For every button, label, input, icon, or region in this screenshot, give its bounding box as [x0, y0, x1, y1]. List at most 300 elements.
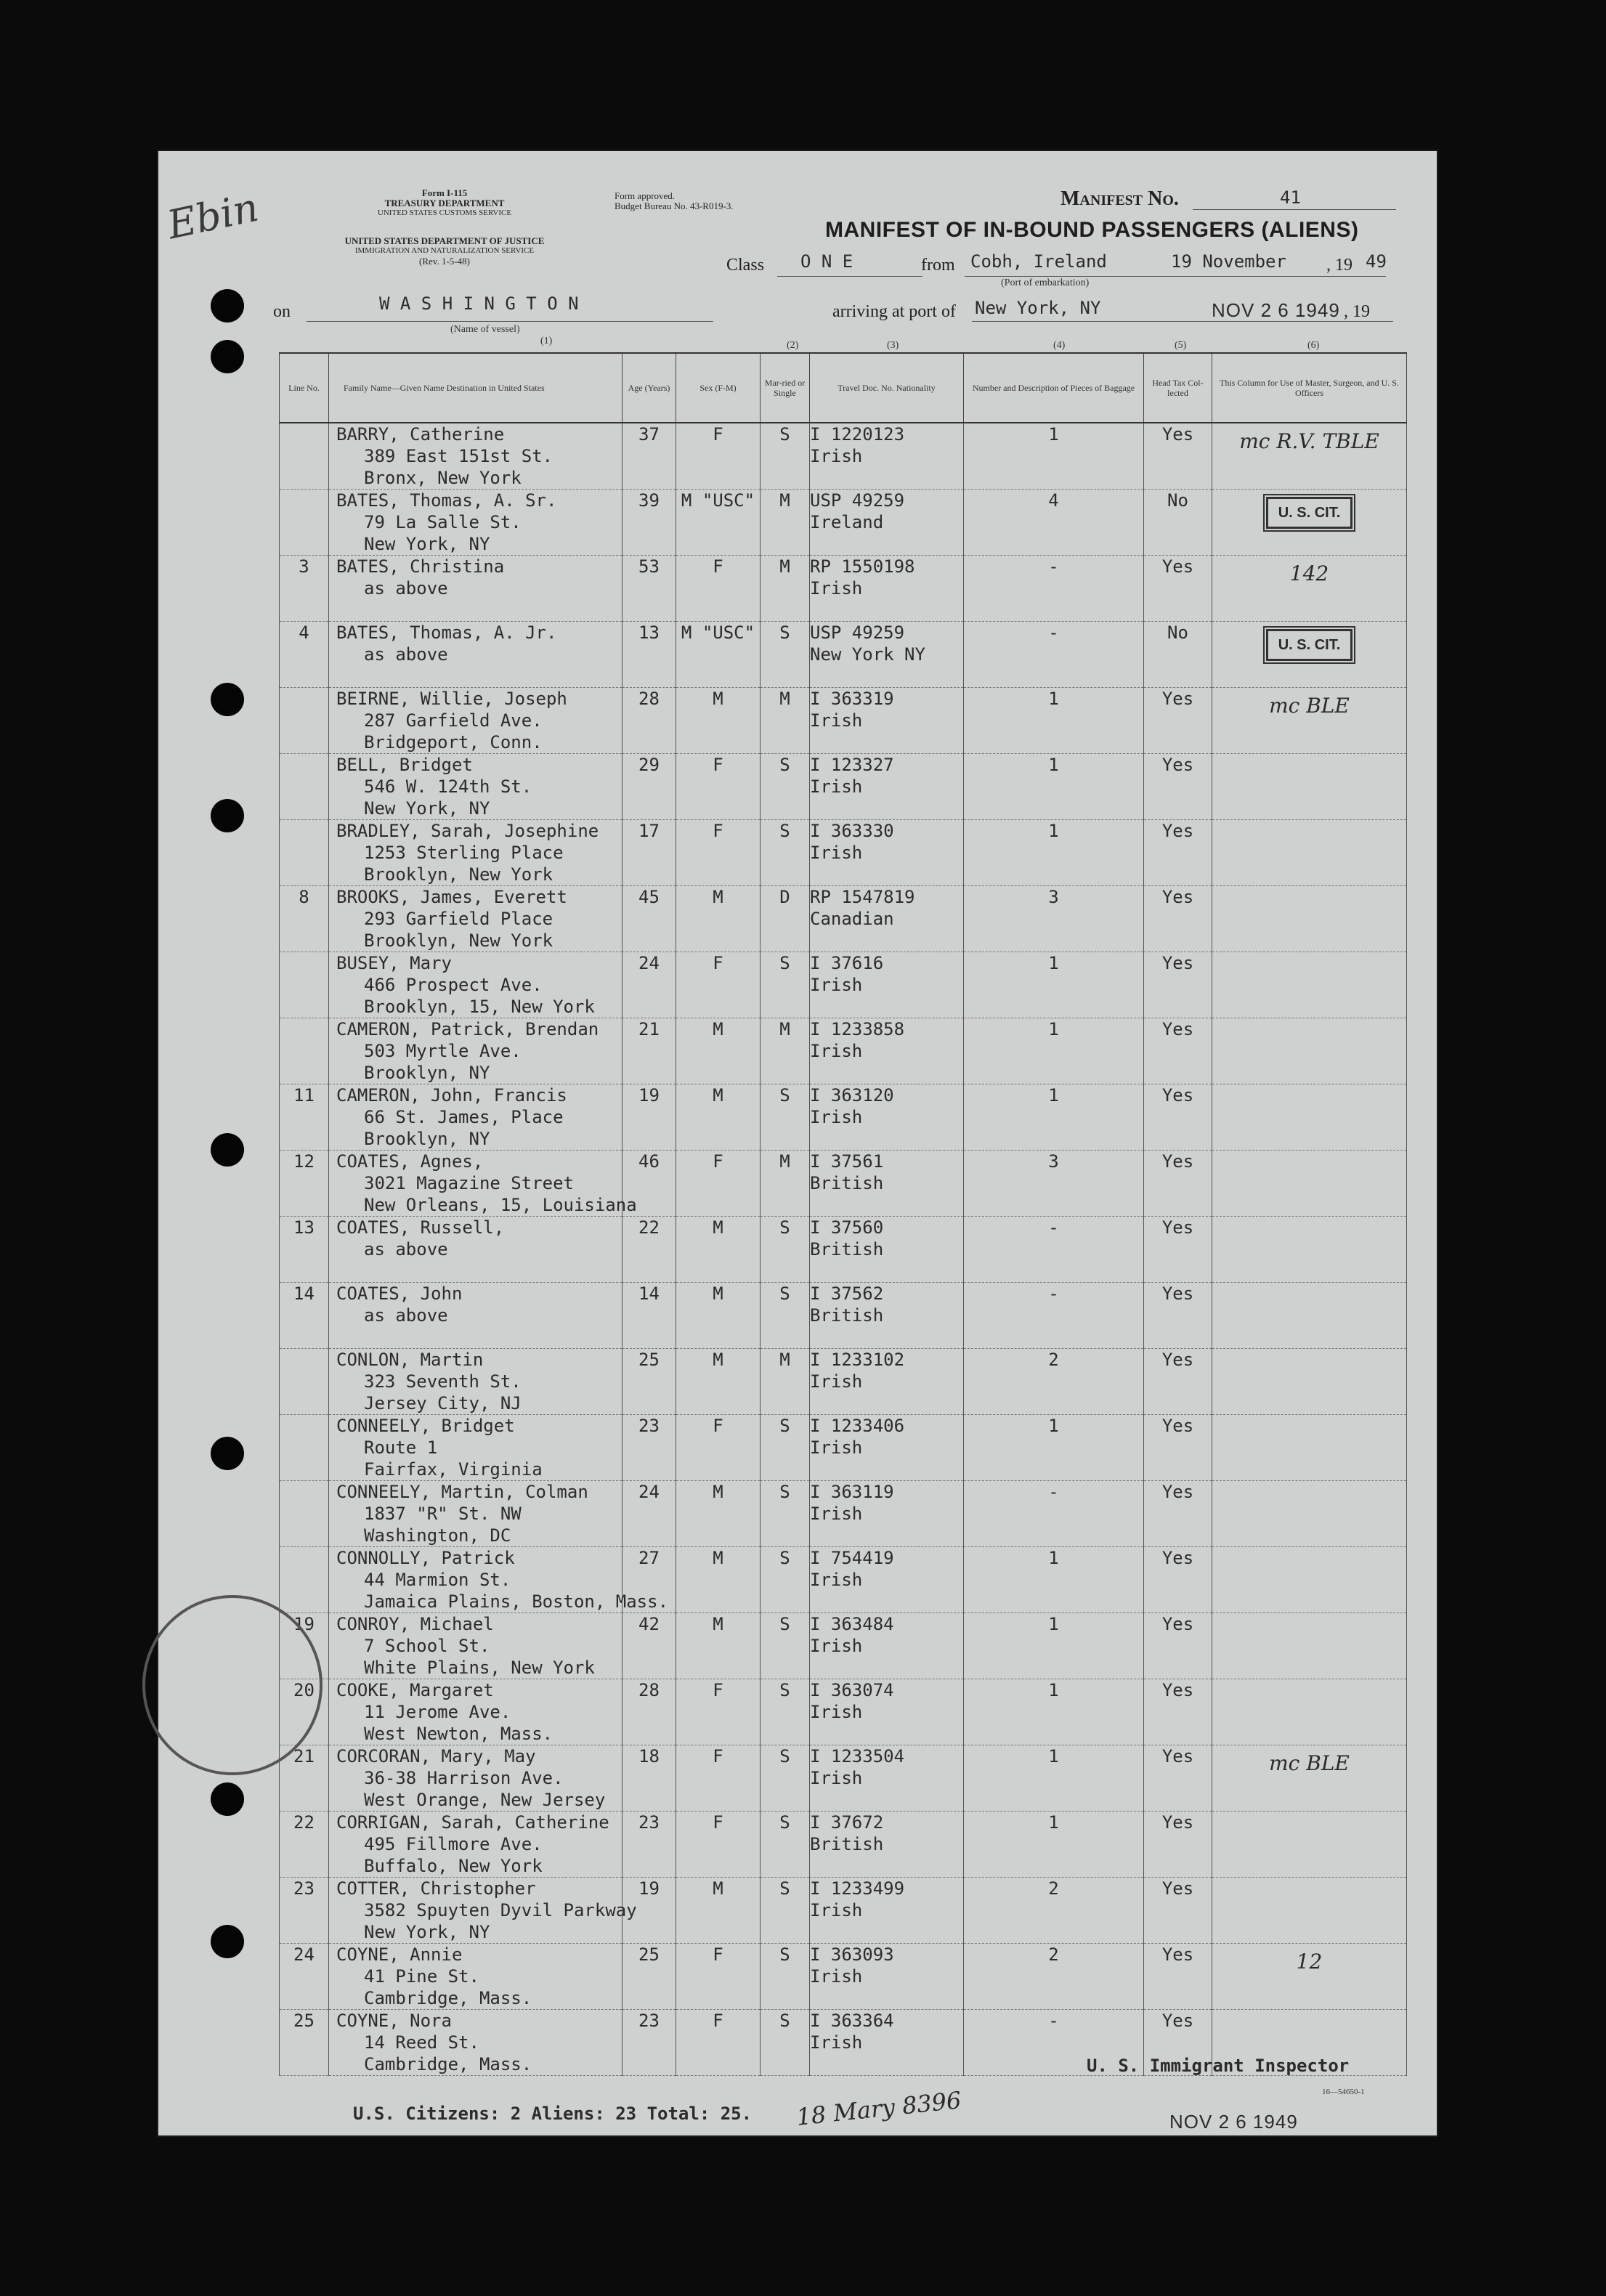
marital-status: S — [779, 424, 790, 445]
marital-cell — [761, 754, 810, 820]
age: 28 — [638, 1680, 660, 1700]
handwritten-corner-mark: Ebin — [163, 184, 263, 248]
address-line-1: 11 Jerome Ave. — [364, 1702, 511, 1722]
line-number — [280, 1481, 329, 1547]
table-row — [280, 1018, 1407, 1084]
head-tax-cell — [1144, 1018, 1212, 1084]
age: 23 — [638, 1416, 660, 1436]
head-tax-cell — [1144, 1944, 1212, 2010]
sex-cell — [676, 1547, 761, 1613]
baggage-count: 1 — [1048, 821, 1059, 841]
passenger-cell — [329, 1679, 622, 1745]
age: 28 — [638, 689, 660, 709]
age-cell — [622, 952, 676, 1018]
travel-doc-cell — [810, 423, 964, 490]
travel-doc-number: I 363120 — [810, 1085, 894, 1106]
baggage-cell — [964, 688, 1144, 754]
head-tax-cell — [1144, 1547, 1212, 1613]
baggage-count: 1 — [1048, 689, 1059, 709]
travel-doc-number: I 1233504 — [810, 1746, 905, 1766]
address-line-2: Brooklyn, New York — [364, 930, 553, 951]
head-tax: Yes — [1161, 1680, 1194, 1700]
officer-cell — [1212, 1679, 1407, 1745]
baggage-count: 1 — [1048, 953, 1059, 973]
address-line-1: as above — [364, 578, 448, 599]
head-tax: Yes — [1161, 1019, 1194, 1039]
head-tax-cell — [1144, 1415, 1212, 1481]
age: 42 — [638, 1614, 660, 1634]
baggage-cell — [964, 1812, 1144, 1878]
travel-doc-cell — [810, 1217, 964, 1283]
address-line-1: 323 Seventh St. — [364, 1371, 522, 1392]
passenger-table — [279, 352, 1407, 2076]
age-cell — [622, 1283, 676, 1349]
marital-cell — [761, 1349, 810, 1415]
age: 13 — [638, 622, 660, 643]
officer-cell — [1212, 1878, 1407, 1944]
marital-status: S — [779, 622, 790, 643]
travel-doc-cell — [810, 1084, 964, 1151]
baggage-cell — [964, 1878, 1144, 1944]
travel-doc-number: I 37560 — [810, 1217, 884, 1238]
sex: F — [713, 424, 723, 445]
line-number-text: 13 — [293, 1217, 315, 1238]
sex: M — [713, 1614, 723, 1634]
travel-doc-cell — [810, 886, 964, 952]
passenger-cell — [329, 1481, 622, 1547]
nationality: Irish — [810, 1437, 863, 1458]
age: 37 — [638, 424, 660, 445]
nationality: Irish — [810, 1702, 863, 1722]
baggage-cell — [964, 423, 1144, 490]
passenger-name: CONNEELY, Bridget — [336, 1416, 515, 1436]
sex-cell — [676, 1944, 761, 2010]
passenger-name: COATES, John — [336, 1283, 463, 1304]
officer-cell — [1212, 1217, 1407, 1283]
baggage-cell — [964, 1745, 1144, 1812]
address-line-1: 41 Pine St. — [364, 1966, 479, 1987]
ins-service: IMMIGRATION AND NATURALIZATION SERVICE — [354, 246, 535, 255]
table-row — [280, 1481, 1407, 1547]
punch-hole — [211, 683, 244, 716]
col5-note: (5) — [1175, 340, 1187, 351]
treasury-dept: TREASURY DEPARTMENT — [384, 198, 505, 208]
officer-cell — [1212, 622, 1407, 688]
sex-cell — [676, 1415, 761, 1481]
age: 14 — [638, 1283, 660, 1304]
table-row — [280, 490, 1407, 556]
marital-status: S — [779, 1283, 790, 1304]
punch-hole — [211, 1437, 244, 1470]
table-row — [280, 1812, 1407, 1878]
arrival-port: New York, NY — [975, 298, 1101, 318]
nationality: Irish — [810, 446, 863, 466]
manifest-no-value: 41 — [1280, 187, 1301, 208]
address-line-2: Jamaica Plains, Boston, Mass. — [364, 1591, 669, 1612]
address-line-2: West Orange, New Jersey — [364, 1790, 606, 1810]
marital-cell — [761, 423, 810, 490]
age-cell — [622, 1812, 676, 1878]
line-number — [280, 1084, 329, 1151]
manifest-title: MANIFEST OF IN-BOUND PASSENGERS (ALIENS) — [825, 218, 1359, 242]
marital-status: S — [779, 953, 790, 973]
address-line-2: Brooklyn, NY — [364, 1063, 490, 1083]
travel-doc-number: I 363319 — [810, 689, 894, 709]
passenger-name: CORCORAN, Mary, May — [336, 1746, 536, 1766]
head-tax-cell — [1144, 423, 1212, 490]
officer-cell — [1212, 1415, 1407, 1481]
address-line-1: 3582 Spuyten Dyvil Parkway — [364, 1900, 637, 1920]
header-married: Mar-ried or Single — [761, 353, 810, 423]
nationality: Irish — [810, 1107, 863, 1127]
nationality: Irish — [810, 710, 863, 731]
address-line-2: New York, NY — [364, 534, 490, 554]
passenger-name: CONLON, Martin — [336, 1350, 484, 1370]
address-line-2: Buffalo, New York — [364, 1856, 543, 1876]
head-tax-cell — [1144, 688, 1212, 754]
age: 24 — [638, 1482, 660, 1502]
age-cell — [622, 1151, 676, 1217]
line-number — [280, 1018, 329, 1084]
baggage-cell — [964, 490, 1144, 556]
nationality: Irish — [810, 776, 863, 797]
head-tax: Yes — [1161, 1746, 1194, 1766]
marital-cell — [761, 1812, 810, 1878]
header-line-no: Line No. — [280, 353, 329, 423]
travel-doc-cell — [810, 1944, 964, 2010]
officer-cell — [1212, 1745, 1407, 1812]
sex: F — [713, 821, 723, 841]
table-row — [280, 1349, 1407, 1415]
table-row — [280, 556, 1407, 622]
head-tax-cell — [1144, 1878, 1212, 1944]
passenger-cell — [329, 1745, 622, 1812]
passenger-name: COATES, Agnes, — [336, 1151, 484, 1172]
officer-cell — [1212, 952, 1407, 1018]
travel-doc-cell — [810, 556, 964, 622]
baggage-cell — [964, 1481, 1144, 1547]
travel-doc-cell — [810, 754, 964, 820]
passenger-cell — [329, 688, 622, 754]
nationality: British — [810, 1173, 884, 1193]
marital-status: S — [779, 1085, 790, 1106]
head-tax-cell — [1144, 1613, 1212, 1679]
line-number-text: 23 — [293, 1878, 315, 1899]
head-tax: Yes — [1161, 1283, 1194, 1304]
sex: M — [713, 689, 723, 709]
address-line-1: 466 Prospect Ave. — [364, 975, 543, 995]
col6-note: (6) — [1307, 340, 1320, 351]
line-number-text: 20 — [293, 1680, 315, 1700]
marital-status: S — [779, 1680, 790, 1700]
punch-hole — [211, 289, 244, 323]
line-number-text: 3 — [299, 556, 309, 577]
sex: F — [713, 1151, 723, 1172]
address-line-1: 1837 "R" St. NW — [364, 1504, 522, 1524]
col1-note: (1) — [540, 336, 553, 346]
marital-cell — [761, 622, 810, 688]
address-line-1: 3021 Magazine Street — [364, 1173, 574, 1193]
age: 45 — [638, 887, 660, 907]
age-cell — [622, 1217, 676, 1283]
address-line-2: New Orleans, 15, Louisiana — [364, 1195, 637, 1215]
sex-cell — [676, 952, 761, 1018]
line-number — [280, 423, 329, 490]
passenger-name: BATES, Thomas, A. Sr. — [336, 490, 557, 511]
address-line-1: 293 Garfield Place — [364, 909, 553, 929]
baggage-count: 2 — [1048, 1944, 1059, 1965]
sex-cell — [676, 1812, 761, 1878]
header-officers: This Column for Use of Master, Surgeon, and U. S. Officers — [1212, 353, 1407, 423]
punch-hole — [211, 1925, 244, 1958]
table-row — [280, 820, 1407, 886]
travel-doc-cell — [810, 1481, 964, 1547]
baggage-cell — [964, 820, 1144, 886]
nationality: Irish — [810, 1636, 863, 1656]
nationality: British — [810, 1239, 884, 1259]
line-number — [280, 952, 329, 1018]
table-row — [280, 886, 1407, 952]
baggage-count: - — [1048, 2011, 1059, 2031]
sex: F — [713, 1680, 723, 1700]
line-number — [280, 1547, 329, 1613]
nationality: New York NY — [810, 644, 925, 665]
sex: M — [713, 1019, 723, 1039]
passenger-cell — [329, 1349, 622, 1415]
passenger-cell — [329, 1415, 622, 1481]
baggage-cell — [964, 622, 1144, 688]
line-number-text: 14 — [293, 1283, 315, 1304]
passenger-cell — [329, 490, 622, 556]
travel-doc-number: I 363093 — [810, 1944, 894, 1965]
age-cell — [622, 1547, 676, 1613]
sex-cell — [676, 1613, 761, 1679]
travel-doc-cell — [810, 1547, 964, 1613]
punch-hole — [211, 1782, 244, 1816]
line-number — [280, 754, 329, 820]
sex: F — [713, 1944, 723, 1965]
travel-doc-cell — [810, 1415, 964, 1481]
baggage-count: 1 — [1048, 1614, 1059, 1634]
sex: M — [713, 1878, 723, 1899]
travel-doc-cell — [810, 622, 964, 688]
line-number — [280, 886, 329, 952]
year-value: 49 — [1366, 251, 1387, 272]
age: 22 — [638, 1217, 660, 1238]
travel-doc-cell — [810, 688, 964, 754]
marital-status: D — [779, 887, 790, 907]
address-line-2: Brooklyn, NY — [364, 1129, 490, 1149]
travel-doc-cell — [810, 1283, 964, 1349]
sex-cell — [676, 1084, 761, 1151]
header-sex: Sex (F-M) — [676, 353, 761, 423]
age-cell — [622, 1878, 676, 1944]
travel-doc-number: RP 1550198 — [810, 556, 915, 577]
address-line-1: 287 Garfield Ave. — [364, 710, 543, 731]
officer-annotation: 12 — [1296, 1950, 1323, 1973]
address-line-1: 503 Myrtle Ave. — [364, 1041, 522, 1061]
table-row — [280, 1613, 1407, 1679]
form-number: Form I-115 — [421, 187, 468, 198]
travel-doc-cell — [810, 490, 964, 556]
officer-cell — [1212, 820, 1407, 886]
sex-cell — [676, 2010, 761, 2076]
baggage-cell — [964, 1415, 1144, 1481]
officer-cell — [1212, 1151, 1407, 1217]
passenger-cell — [329, 1018, 622, 1084]
head-tax: No — [1167, 622, 1188, 643]
age-cell — [622, 1679, 676, 1745]
nationality: Irish — [810, 843, 863, 863]
inspector-label: U. S. Immigrant Inspector — [1087, 2056, 1350, 2076]
head-tax: Yes — [1161, 556, 1194, 577]
passenger-name: COOKE, Margaret — [336, 1680, 494, 1700]
baggage-count: 1 — [1048, 1680, 1059, 1700]
dept-seal-stamp — [142, 1595, 323, 1775]
nationality: British — [810, 1834, 884, 1854]
passenger-name: BUSEY, Mary — [336, 953, 452, 973]
sex-cell — [676, 688, 761, 754]
baggage-count: - — [1048, 1217, 1059, 1238]
head-tax: Yes — [1161, 1151, 1194, 1172]
marital-cell — [761, 886, 810, 952]
us-citizen-stamp: U. S. CIT. — [1266, 629, 1353, 661]
header-name: Family Name—Given Name Destination in United States — [329, 353, 622, 423]
marital-cell — [761, 1018, 810, 1084]
nationality: Irish — [810, 578, 863, 599]
marital-cell — [761, 1151, 810, 1217]
marital-cell — [761, 1415, 810, 1481]
head-tax: Yes — [1161, 887, 1194, 907]
form-revision: (Rev. 1-5-48) — [419, 256, 470, 267]
address-line-1: 44 Marmion St. — [364, 1570, 511, 1590]
arrival-year-suffix: , 19 — [1344, 302, 1370, 321]
address-line-2: Cambridge, Mass. — [364, 2054, 532, 2074]
col3-note: (3) — [887, 340, 899, 351]
passenger-name: CONNOLLY, Patrick — [336, 1548, 515, 1568]
sex-cell — [676, 1018, 761, 1084]
budget-bureau: Budget Bureau No. 43-R019-3. — [615, 200, 734, 211]
col4-note: (4) — [1053, 340, 1066, 351]
age: 18 — [638, 1746, 660, 1766]
line-number — [280, 1812, 329, 1878]
address-line-1: 1253 Sterling Place — [364, 843, 564, 863]
customs-service: UNITED STATES CUSTOMS SERVICE — [377, 208, 512, 217]
line-number — [280, 1415, 329, 1481]
head-tax-cell — [1144, 1349, 1212, 1415]
age: 25 — [638, 1944, 660, 1965]
baggage-count: 1 — [1048, 1416, 1059, 1436]
head-tax: Yes — [1161, 1482, 1194, 1502]
travel-doc-cell — [810, 1745, 964, 1812]
address-line-2: Cambridge, Mass. — [364, 1988, 532, 2008]
vessel-name: W A S H I N G T O N — [379, 293, 579, 314]
passenger-name: BARRY, Catherine — [336, 424, 505, 445]
line-number — [280, 556, 329, 622]
passenger-cell — [329, 1217, 622, 1283]
table-row — [280, 1878, 1407, 1944]
marital-status: S — [779, 2011, 790, 2031]
header-age: Age (Years) — [622, 353, 676, 423]
address-line-1: 66 St. James, Place — [364, 1107, 564, 1127]
passenger-cell — [329, 1084, 622, 1151]
marital-status: S — [779, 1878, 790, 1899]
sex: F — [713, 556, 723, 577]
baggage-count: 3 — [1048, 887, 1059, 907]
travel-doc-number: USP 49259 — [810, 490, 905, 511]
passenger-name: COYNE, Nora — [336, 2011, 452, 2031]
marital-status: M — [779, 1350, 790, 1370]
table-row — [280, 952, 1407, 1018]
sex-cell — [676, 490, 761, 556]
nationality: Irish — [810, 1900, 863, 1920]
sex-cell — [676, 1481, 761, 1547]
table-row — [280, 622, 1407, 688]
passenger-cell — [329, 1812, 622, 1878]
age: 24 — [638, 953, 660, 973]
table-row — [280, 754, 1407, 820]
passenger-cell — [329, 886, 622, 952]
address-line-1: 389 East 151st St. — [364, 446, 553, 466]
age: 21 — [638, 1019, 660, 1039]
nationality: Irish — [810, 1966, 863, 1987]
marital-status: S — [779, 755, 790, 775]
travel-doc-number: I 123327 — [810, 755, 894, 775]
age-cell — [622, 1613, 676, 1679]
table-row — [280, 1944, 1407, 2010]
nationality: Irish — [810, 1768, 863, 1788]
baggage-count: 1 — [1048, 1019, 1059, 1039]
baggage-count: 1 — [1048, 755, 1059, 775]
passenger-name: BATES, Thomas, A. Jr. — [336, 622, 557, 643]
passenger-cell — [329, 1283, 622, 1349]
marital-cell — [761, 1481, 810, 1547]
marital-status: S — [779, 1812, 790, 1833]
officer-cell — [1212, 1018, 1407, 1084]
footer-date-stamp: NOV 2 6 1949 — [1169, 2111, 1298, 2133]
head-tax-cell — [1144, 556, 1212, 622]
sex: F — [713, 755, 723, 775]
marital-cell — [761, 952, 810, 1018]
nationality: Irish — [810, 1570, 863, 1590]
marital-status: M — [779, 556, 790, 577]
address-line-2: White Plains, New York — [364, 1658, 595, 1678]
line-number — [280, 820, 329, 886]
marital-cell — [761, 1217, 810, 1283]
vessel-line — [307, 321, 713, 322]
passenger-cell — [329, 2010, 622, 2076]
marital-status: S — [779, 1548, 790, 1568]
passenger-name: BROOKS, James, Everett — [336, 887, 567, 907]
officer-cell — [1212, 754, 1407, 820]
travel-doc-number: I 1233102 — [810, 1350, 905, 1370]
age-cell — [622, 423, 676, 490]
baggage-cell — [964, 1679, 1144, 1745]
head-tax-cell — [1144, 1812, 1212, 1878]
address-line-2: Fairfax, Virginia — [364, 1459, 543, 1480]
us-citizen-stamp: U. S. CIT. — [1266, 497, 1353, 529]
table-header-row — [280, 353, 1407, 423]
sex-cell — [676, 1349, 761, 1415]
travel-doc-number: I 1233406 — [810, 1416, 905, 1436]
passenger-cell — [329, 952, 622, 1018]
line-number-text: 21 — [293, 1746, 315, 1766]
head-tax: Yes — [1161, 1416, 1194, 1436]
age: 29 — [638, 755, 660, 775]
table-row — [280, 688, 1407, 754]
address-line-2: Bronx, New York — [364, 468, 522, 488]
header-travel-doc: Travel Doc. No. Nationality — [810, 353, 964, 423]
